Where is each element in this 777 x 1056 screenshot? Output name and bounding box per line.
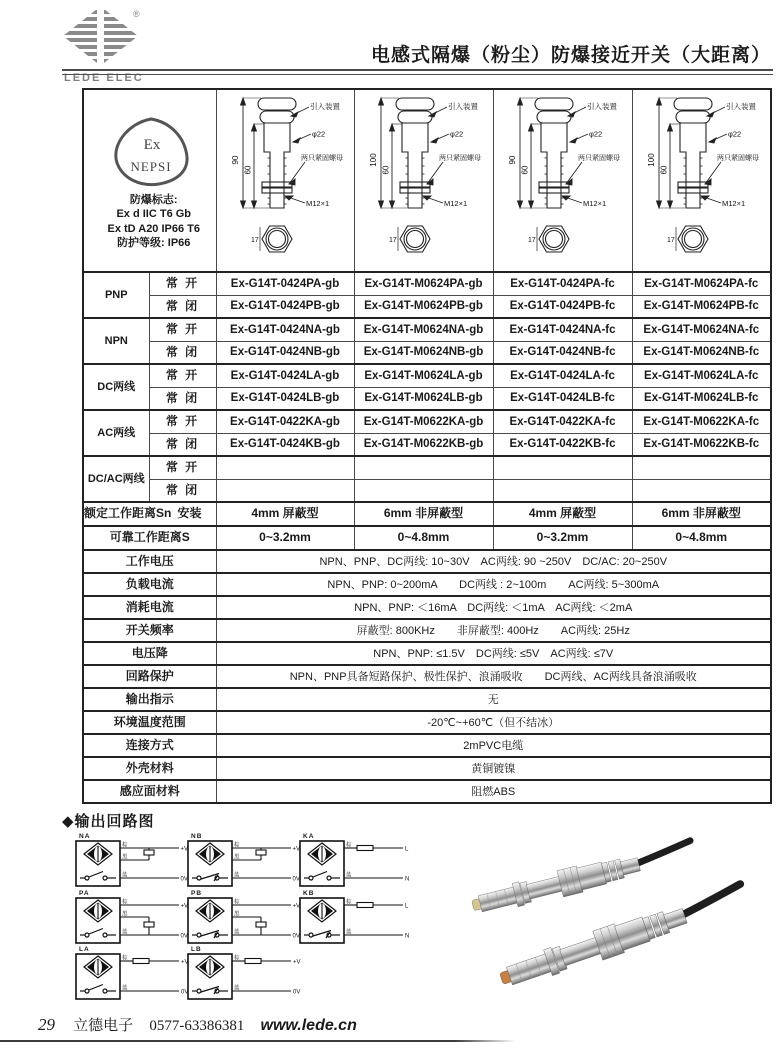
- model-cell: Ex-G14T-0424LB-gb: [216, 387, 354, 410]
- svg-text:0V: 0V: [180, 933, 188, 940]
- circuit-label: KA: [303, 833, 315, 840]
- model-cell: Ex-G14T-0422KA-gb: [216, 410, 354, 433]
- model-cell: Ex-G14T-M0622KA-fc: [632, 410, 771, 433]
- svg-text:引入装置: 引入装置: [587, 102, 617, 111]
- model-cell: Ex-G14T-M0624PA-gb: [354, 272, 493, 295]
- reliable-distance-cell: 0~3.2mm: [216, 526, 354, 550]
- footer-phone: 0577-63386381: [149, 1018, 245, 1034]
- reliable-distance-cell: 0~4.8mm: [354, 526, 493, 550]
- svg-text:Ex: Ex: [143, 137, 161, 154]
- output-type-cell: AC两线: [83, 410, 149, 456]
- svg-text:两只紧固螺母: 两只紧固螺母: [439, 155, 481, 162]
- spec-label: 负载电流: [83, 573, 216, 596]
- spec-value: NPN、PNP: 0~200mA DC两线 : 2~100m AC两线: 5~300mA: [216, 573, 771, 596]
- model-cell: Ex-G14T-M0622KB-gb: [354, 433, 493, 456]
- spec-value: 黄铜镀镍: [216, 757, 771, 780]
- model-cell: [354, 456, 493, 479]
- circuit-label: KB: [303, 890, 315, 897]
- spec-value: NPN、PNP、DC两线: 10~30V AC两线: 90 ~250V DC/AC: 20~250V: [216, 550, 771, 573]
- spec-label: 外壳材料: [83, 757, 216, 780]
- svg-text:棕: 棕: [346, 899, 352, 906]
- svg-text:100: 100: [369, 153, 378, 167]
- spec-value: 无: [216, 688, 771, 711]
- svg-text:M12×1: M12×1: [721, 199, 745, 208]
- model-cell: Ex-G14T-0424NB-gb: [216, 341, 354, 364]
- model-cell: Ex-G14T-M0624PB-fc: [632, 295, 771, 318]
- svg-text:两只紧固螺母: 两只紧固螺母: [716, 155, 759, 162]
- svg-text:蓝: 蓝: [122, 929, 128, 936]
- circuit-KB: [299, 890, 417, 949]
- svg-text:+V: +V: [180, 903, 189, 910]
- circuit-KA: [299, 833, 417, 892]
- model-cell: Ex-G14T-0424PA-fc: [493, 272, 632, 295]
- svg-text:L: L: [405, 903, 409, 910]
- svg-text:M12×1: M12×1: [583, 199, 607, 208]
- state-cell: 常 闭: [149, 433, 216, 456]
- drawing-cell-3: [493, 89, 632, 272]
- svg-text:60: 60: [520, 165, 530, 175]
- spec-value: 阻燃ABS: [216, 780, 771, 803]
- model-cell: Ex-G14T-M0622KA-gb: [354, 410, 493, 433]
- svg-text:φ22: φ22: [589, 129, 603, 139]
- model-cell: Ex-G14T-0424NA-gb: [216, 318, 354, 341]
- circuit-diagram-icon: [75, 953, 191, 1000]
- svg-text:+V: +V: [293, 959, 301, 966]
- rated-distance-cell: 6mm 非屏蔽型: [632, 502, 771, 526]
- circuit-PA: [75, 890, 193, 949]
- svg-text:两只紧固螺母: 两只紧固螺母: [578, 155, 620, 162]
- state-cell: 常 开: [149, 272, 216, 295]
- model-cell: [632, 456, 771, 479]
- state-cell: 常 开: [149, 364, 216, 387]
- circuit-diagram-icon: [187, 840, 303, 887]
- circuit-diagram-icon: [75, 840, 191, 887]
- circuit-diagram-icon: [299, 897, 415, 944]
- model-cell: Ex-G14T-0424LB-fc: [493, 387, 632, 410]
- drawing-cell-1: [216, 89, 354, 272]
- svg-text:17: 17: [389, 237, 397, 244]
- svg-text:17: 17: [250, 237, 259, 244]
- cert-text: 防爆标志: Ex d IIC T6 Gb Ex tD A20 IP66 T6 防护等级: IP66: [107, 194, 201, 249]
- registered-mark: ®: [133, 9, 140, 19]
- model-cell: [216, 456, 354, 479]
- output-circuits-title: ◆输出回路图: [62, 814, 155, 830]
- spec-label: 连接方式: [83, 734, 216, 757]
- model-cell: Ex-G14T-M0624LA-gb: [354, 364, 493, 387]
- svg-text:黑: 黑: [234, 854, 240, 861]
- model-cell: Ex-G14T-0424PB-fc: [493, 295, 632, 318]
- output-type-cell: DC两线: [83, 364, 149, 410]
- svg-text:NEPSI: NEPSI: [130, 159, 172, 175]
- page-number: 29: [38, 1015, 55, 1034]
- svg-text:0V: 0V: [292, 933, 300, 940]
- circuit-NB: [187, 833, 305, 892]
- svg-text:L: L: [405, 846, 409, 853]
- spec-value: 2mPVC电缆: [216, 734, 771, 757]
- spec-value: NPN、PNP: ＜16mA DC两线: ＜1mA AC两线: ＜2mA: [216, 596, 771, 619]
- model-cell: Ex-G14T-M0622KB-fc: [632, 433, 771, 456]
- model-cell: [493, 456, 632, 479]
- circuit-PB: [187, 890, 305, 949]
- model-cell: [493, 479, 632, 502]
- svg-text:蓝: 蓝: [234, 929, 240, 936]
- page-title: 电感式隔爆（粉尘）防爆接近开关（大距离）: [370, 45, 771, 66]
- dimension-drawing: [494, 90, 631, 266]
- rated-distance-cell: 4mm 屏蔽型: [216, 502, 354, 526]
- footer-website: www.lede.cn: [260, 1017, 357, 1034]
- svg-text:M12×1: M12×1: [444, 199, 468, 208]
- state-cell: 常 闭: [149, 479, 216, 502]
- rated-distance-label: 额定工作距离Sn 安装: [83, 502, 216, 526]
- reliable-distance-label: 可靠工作距离S: [83, 526, 216, 550]
- rated-distance-cell: 6mm 非屏蔽型: [354, 502, 493, 526]
- svg-text:黑: 黑: [234, 911, 240, 918]
- spec-label: 电压降: [83, 642, 216, 665]
- spec-label: 工作电压: [83, 550, 216, 573]
- model-cell: Ex-G14T-0424NA-fc: [493, 318, 632, 341]
- circuit-NA: [75, 833, 193, 892]
- svg-text:0V: 0V: [293, 989, 301, 996]
- state-cell: 常 闭: [149, 387, 216, 410]
- svg-text:蓝: 蓝: [234, 985, 240, 992]
- circuit-label: PB: [191, 890, 203, 897]
- svg-text:两只紧固螺母: 两只紧固螺母: [300, 155, 343, 162]
- svg-text:蓝: 蓝: [122, 872, 128, 879]
- svg-text:90: 90: [508, 155, 517, 165]
- output-type-cell: DC/AC两线: [83, 456, 149, 502]
- logo-mark-icon: [62, 8, 142, 66]
- svg-text:蓝: 蓝: [122, 985, 128, 992]
- svg-text:蓝: 蓝: [346, 872, 352, 879]
- circuit-label: NB: [191, 833, 203, 840]
- svg-text:M12×1: M12×1: [305, 199, 329, 208]
- state-cell: 常 开: [149, 318, 216, 341]
- svg-text:蓝: 蓝: [234, 872, 240, 879]
- circuit-label: PA: [79, 890, 90, 897]
- drawing-cell-4: [632, 89, 771, 272]
- model-cell: Ex-G14T-M0624PB-gb: [354, 295, 493, 318]
- brand-text: LEDE ELEC: [64, 72, 144, 84]
- svg-text:17: 17: [666, 237, 675, 244]
- circuit-diagram-icon: [299, 840, 415, 887]
- model-cell: Ex-G14T-M0624LB-fc: [632, 387, 771, 410]
- svg-text:引入装置: 引入装置: [448, 102, 478, 111]
- model-cell: Ex-G14T-0424PB-gb: [216, 295, 354, 318]
- model-cell: Ex-G14T-M0624LB-gb: [354, 387, 493, 410]
- circuit-label: LA: [79, 946, 90, 953]
- circuit-label: LB: [191, 946, 202, 953]
- circuit-label: NA: [79, 833, 91, 840]
- svg-text:棕: 棕: [234, 842, 240, 849]
- cert-cell: [83, 89, 216, 272]
- model-cell: Ex-G14T-M0624PA-fc: [632, 272, 771, 295]
- spec-label: 开关频率: [83, 619, 216, 642]
- state-cell: 常 开: [149, 410, 216, 433]
- svg-text:60: 60: [243, 165, 252, 175]
- reliable-distance-cell: 0~3.2mm: [493, 526, 632, 550]
- model-cell: Ex-G14T-0424LA-fc: [493, 364, 632, 387]
- circuit-diagram-icon: [75, 897, 191, 944]
- dimension-drawing: [355, 90, 492, 266]
- model-cell: Ex-G14T-0424NB-fc: [493, 341, 632, 364]
- circuit-LA: [75, 946, 193, 1005]
- reliable-distance-cell: 0~4.8mm: [632, 526, 771, 550]
- model-cell: Ex-G14T-M0624NA-gb: [354, 318, 493, 341]
- svg-text:+V: +V: [292, 903, 301, 910]
- svg-text:棕: 棕: [234, 899, 240, 906]
- model-cell: Ex-G14T-0424KB-gb: [216, 433, 354, 456]
- spec-label: 回路保护: [83, 665, 216, 688]
- svg-text:+V: +V: [181, 959, 189, 966]
- model-cell: Ex-G14T-M0624NA-fc: [632, 318, 771, 341]
- svg-text:60: 60: [381, 165, 391, 175]
- product-photo: [412, 830, 772, 1012]
- dimension-drawing: [633, 90, 770, 266]
- svg-text:0V: 0V: [292, 876, 300, 883]
- svg-text:90: 90: [230, 155, 240, 165]
- svg-text:60: 60: [659, 165, 669, 175]
- spec-value: 屏蔽型: 800KHz 非屏蔽型: 400Hz AC两线: 25Hz: [216, 619, 771, 642]
- header-rule: [62, 69, 773, 75]
- svg-text:17: 17: [528, 237, 536, 244]
- spec-value: -20℃~+60℃（但不结冰）: [216, 711, 771, 734]
- svg-text:+V: +V: [180, 846, 189, 853]
- svg-text:φ22: φ22: [311, 129, 325, 139]
- nepsi-mark-icon: [104, 115, 196, 191]
- svg-text:φ22: φ22: [450, 129, 464, 139]
- model-cell: [354, 479, 493, 502]
- spec-value: NPN、PNP: ≤1.5V DC两线: ≤5V AC两线: ≤7V: [216, 642, 771, 665]
- rated-distance-cell: 4mm 屏蔽型: [493, 502, 632, 526]
- svg-text:100: 100: [646, 153, 656, 167]
- model-cell: Ex-G14T-0424LA-gb: [216, 364, 354, 387]
- circuit-diagram-icon: [187, 897, 303, 944]
- svg-text:棕: 棕: [122, 955, 128, 962]
- model-cell: Ex-G14T-0422KA-fc: [493, 410, 632, 433]
- state-cell: 常 闭: [149, 341, 216, 364]
- svg-text:引入装置: 引入装置: [725, 102, 756, 111]
- spec-label: 消耗电流: [83, 596, 216, 619]
- spec-label: 输出指示: [83, 688, 216, 711]
- svg-text:棕: 棕: [122, 899, 128, 906]
- circuit-LB: [187, 946, 305, 1005]
- model-cell: Ex-G14T-M0624LA-fc: [632, 364, 771, 387]
- spec-table: [82, 88, 772, 804]
- svg-text:蓝: 蓝: [346, 929, 352, 936]
- model-cell: [632, 479, 771, 502]
- footer: [38, 1014, 357, 1035]
- output-type-cell: NPN: [83, 318, 149, 364]
- model-cell: Ex-G14T-M0624NB-fc: [632, 341, 771, 364]
- svg-text:棕: 棕: [122, 842, 128, 849]
- output-type-cell: PNP: [83, 272, 149, 318]
- state-cell: 常 闭: [149, 295, 216, 318]
- circuit-diagram-icon: [187, 953, 303, 1000]
- model-cell: Ex-G14T-0424PA-gb: [216, 272, 354, 295]
- spec-value: NPN、PNP具备短路保护、极性保护、浪涌吸收 DC两线、AC两线具备浪涌吸收: [216, 665, 771, 688]
- svg-text:棕: 棕: [234, 955, 240, 962]
- footer-rule: [0, 1040, 516, 1042]
- drawing-cell-2: [354, 89, 493, 272]
- spec-label: 环境温度范围: [83, 711, 216, 734]
- svg-text:棕: 棕: [346, 842, 352, 849]
- model-cell: Ex-G14T-M0624NB-gb: [354, 341, 493, 364]
- dimension-drawing: [217, 90, 354, 266]
- spec-label: 感应面材料: [83, 780, 216, 803]
- model-cell: [216, 479, 354, 502]
- svg-text:黑: 黑: [122, 854, 128, 861]
- svg-text:+V: +V: [292, 846, 301, 853]
- svg-text:φ22: φ22: [727, 129, 741, 139]
- model-cell: Ex-G14T-0422KB-fc: [493, 433, 632, 456]
- state-cell: 常 开: [149, 456, 216, 479]
- svg-text:引入装置: 引入装置: [309, 102, 340, 111]
- svg-text:黑: 黑: [122, 911, 128, 918]
- svg-text:N: N: [405, 933, 410, 940]
- footer-company: 立德电子: [73, 1018, 134, 1034]
- svg-text:0V: 0V: [181, 989, 189, 996]
- svg-text:N: N: [405, 876, 410, 883]
- svg-text:0V: 0V: [180, 876, 188, 883]
